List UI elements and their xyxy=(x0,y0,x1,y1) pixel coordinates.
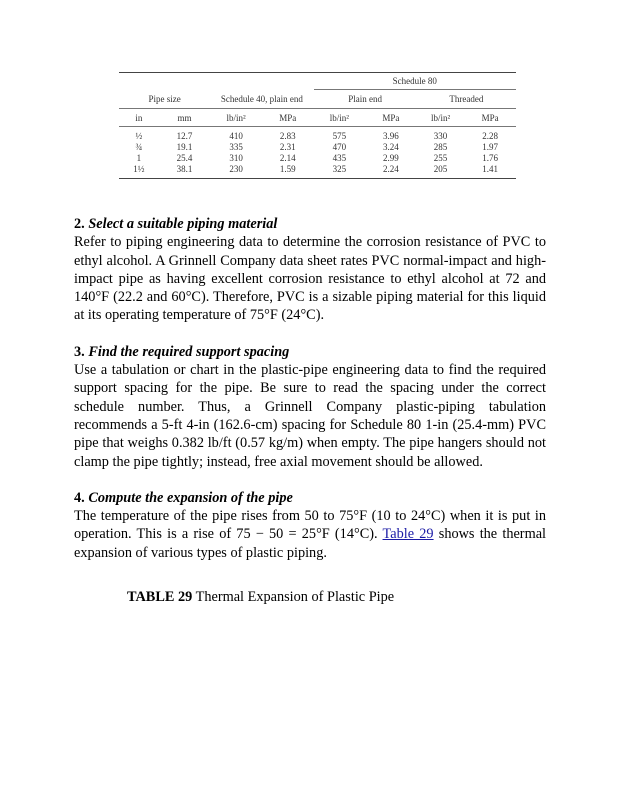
table-row xyxy=(119,142,516,153)
table-row xyxy=(119,153,516,164)
step-number: 2. xyxy=(74,216,85,232)
table-cell: 325 xyxy=(332,164,347,174)
col-group-schedule-40: Schedule 40, plain end xyxy=(210,90,313,109)
step-3-paragraph: Use a tabulation or chart in the plastic-pipe engineering data to find the required support spacing for the pipe. Be sure to read the spacing under the correct schedule number. Thus, a Grinnell Company plastic-piping tabulation recommends a 5-ft 4-in (162.6-cm) spacing for Schedule 80 1-in (25.4-mm) PVC pipe that weighs 0.382 lb/ft (0.57 kg/m) when empty. The pipe hangers should not clamp the pipe tightly; instead, free axial movement should be allowed. xyxy=(74,362,546,470)
step-4-heading xyxy=(74,489,546,507)
step-title: Compute the expansion of the pipe xyxy=(88,489,293,506)
step-4-text: The temperature of the pipe rises from 50 to 75°F (10 to 24°C) when it is put in operation. This is a rise of 75 − 50 = 25°F (14°C). xyxy=(74,508,546,543)
unit-cell: MPa xyxy=(279,112,297,123)
table-cell: 330 xyxy=(433,131,448,141)
unit-cell: lb/in² xyxy=(430,112,451,123)
table-cell: 2.31 xyxy=(279,142,296,152)
table-cell: 2.83 xyxy=(279,131,296,141)
step-2-paragraph: Refer to piping engineering data to determine the corrosion resistance of PVC to ethyl alcohol. A Grinnell Company data sheet rates PVC normal-impact and high-impact pipe as having excellent corrosion resistance to ethyl alcohol at 72 and 140°F (22.2 and 60°C). Therefore, PVC is a sizable piping material for this liquid at its operating temperature of 75°F (24°C). xyxy=(74,234,546,324)
table-cell: 1.76 xyxy=(482,153,499,163)
col-group-threaded: Threaded xyxy=(417,90,516,109)
unit-cell: lb/in² xyxy=(226,112,246,123)
table-cell: 1.41 xyxy=(482,164,499,174)
group-header: Schedule 80 xyxy=(314,73,516,90)
unit-cell: MPa xyxy=(382,112,400,123)
unit-cell: lb/in² xyxy=(329,112,349,123)
table-29-link[interactable]: Table 29 xyxy=(382,526,434,543)
step-4-paragraph xyxy=(74,507,546,562)
unit-cell: in xyxy=(135,112,143,123)
step-title: Select a suitable piping material xyxy=(88,216,278,232)
step-2-heading xyxy=(74,215,546,233)
table-cell: 19.1 xyxy=(176,142,193,152)
table-cell: 575 xyxy=(332,131,347,141)
table-cell: 285 xyxy=(433,142,448,152)
table-caption xyxy=(127,589,394,606)
table-cell: 2.24 xyxy=(383,164,399,174)
table-row xyxy=(119,164,516,179)
table-row xyxy=(119,127,516,143)
units-row xyxy=(119,109,516,127)
unit-cell: MPa xyxy=(481,112,499,123)
caption-text: Thermal Expansion of Plastic Pipe xyxy=(192,589,395,605)
table-cell: 1.59 xyxy=(279,164,296,174)
table-cell: ¾ xyxy=(135,142,143,152)
step-4-text-end: shows the thermal expansion of various types of plastic piping. xyxy=(74,526,547,561)
table-cell: 435 xyxy=(332,153,347,163)
step-number: 3. xyxy=(74,343,85,360)
table-cell: 2.99 xyxy=(383,153,399,163)
table-cell: 1.97 xyxy=(482,142,499,152)
table-cell: ½ xyxy=(135,131,143,141)
table-cell: 1 xyxy=(136,153,142,163)
table-cell: 3.96 xyxy=(383,131,399,141)
table-cell: 2.28 xyxy=(482,131,499,141)
unit-cell: mm xyxy=(177,112,192,123)
table-cell: 230 xyxy=(229,164,243,174)
table-cell: 2.14 xyxy=(279,153,296,163)
table-cell: 335 xyxy=(229,142,243,152)
col-group-plain-end: Plain end xyxy=(314,90,417,109)
caption-label: TABLE 29 xyxy=(127,589,193,605)
pressure-rating-table xyxy=(119,72,516,179)
step-number: 4. xyxy=(74,489,85,506)
table-cell: 470 xyxy=(332,142,347,152)
document-body xyxy=(74,215,546,562)
table-cell: 1½ xyxy=(133,164,145,174)
table-cell: 310 xyxy=(229,153,243,163)
table-cell: 410 xyxy=(229,131,243,141)
table-cell: 255 xyxy=(433,153,448,163)
step-3-heading xyxy=(74,343,546,361)
table-cell: 38.1 xyxy=(176,164,193,174)
step-title: Find the required support spacing xyxy=(88,343,290,360)
table-cell: 3.24 xyxy=(383,142,399,152)
table-cell: 12.7 xyxy=(176,131,193,141)
col-group-pipe-size: Pipe size xyxy=(119,90,210,109)
table-cell: 25.4 xyxy=(176,153,193,163)
table-cell: 205 xyxy=(433,164,448,174)
